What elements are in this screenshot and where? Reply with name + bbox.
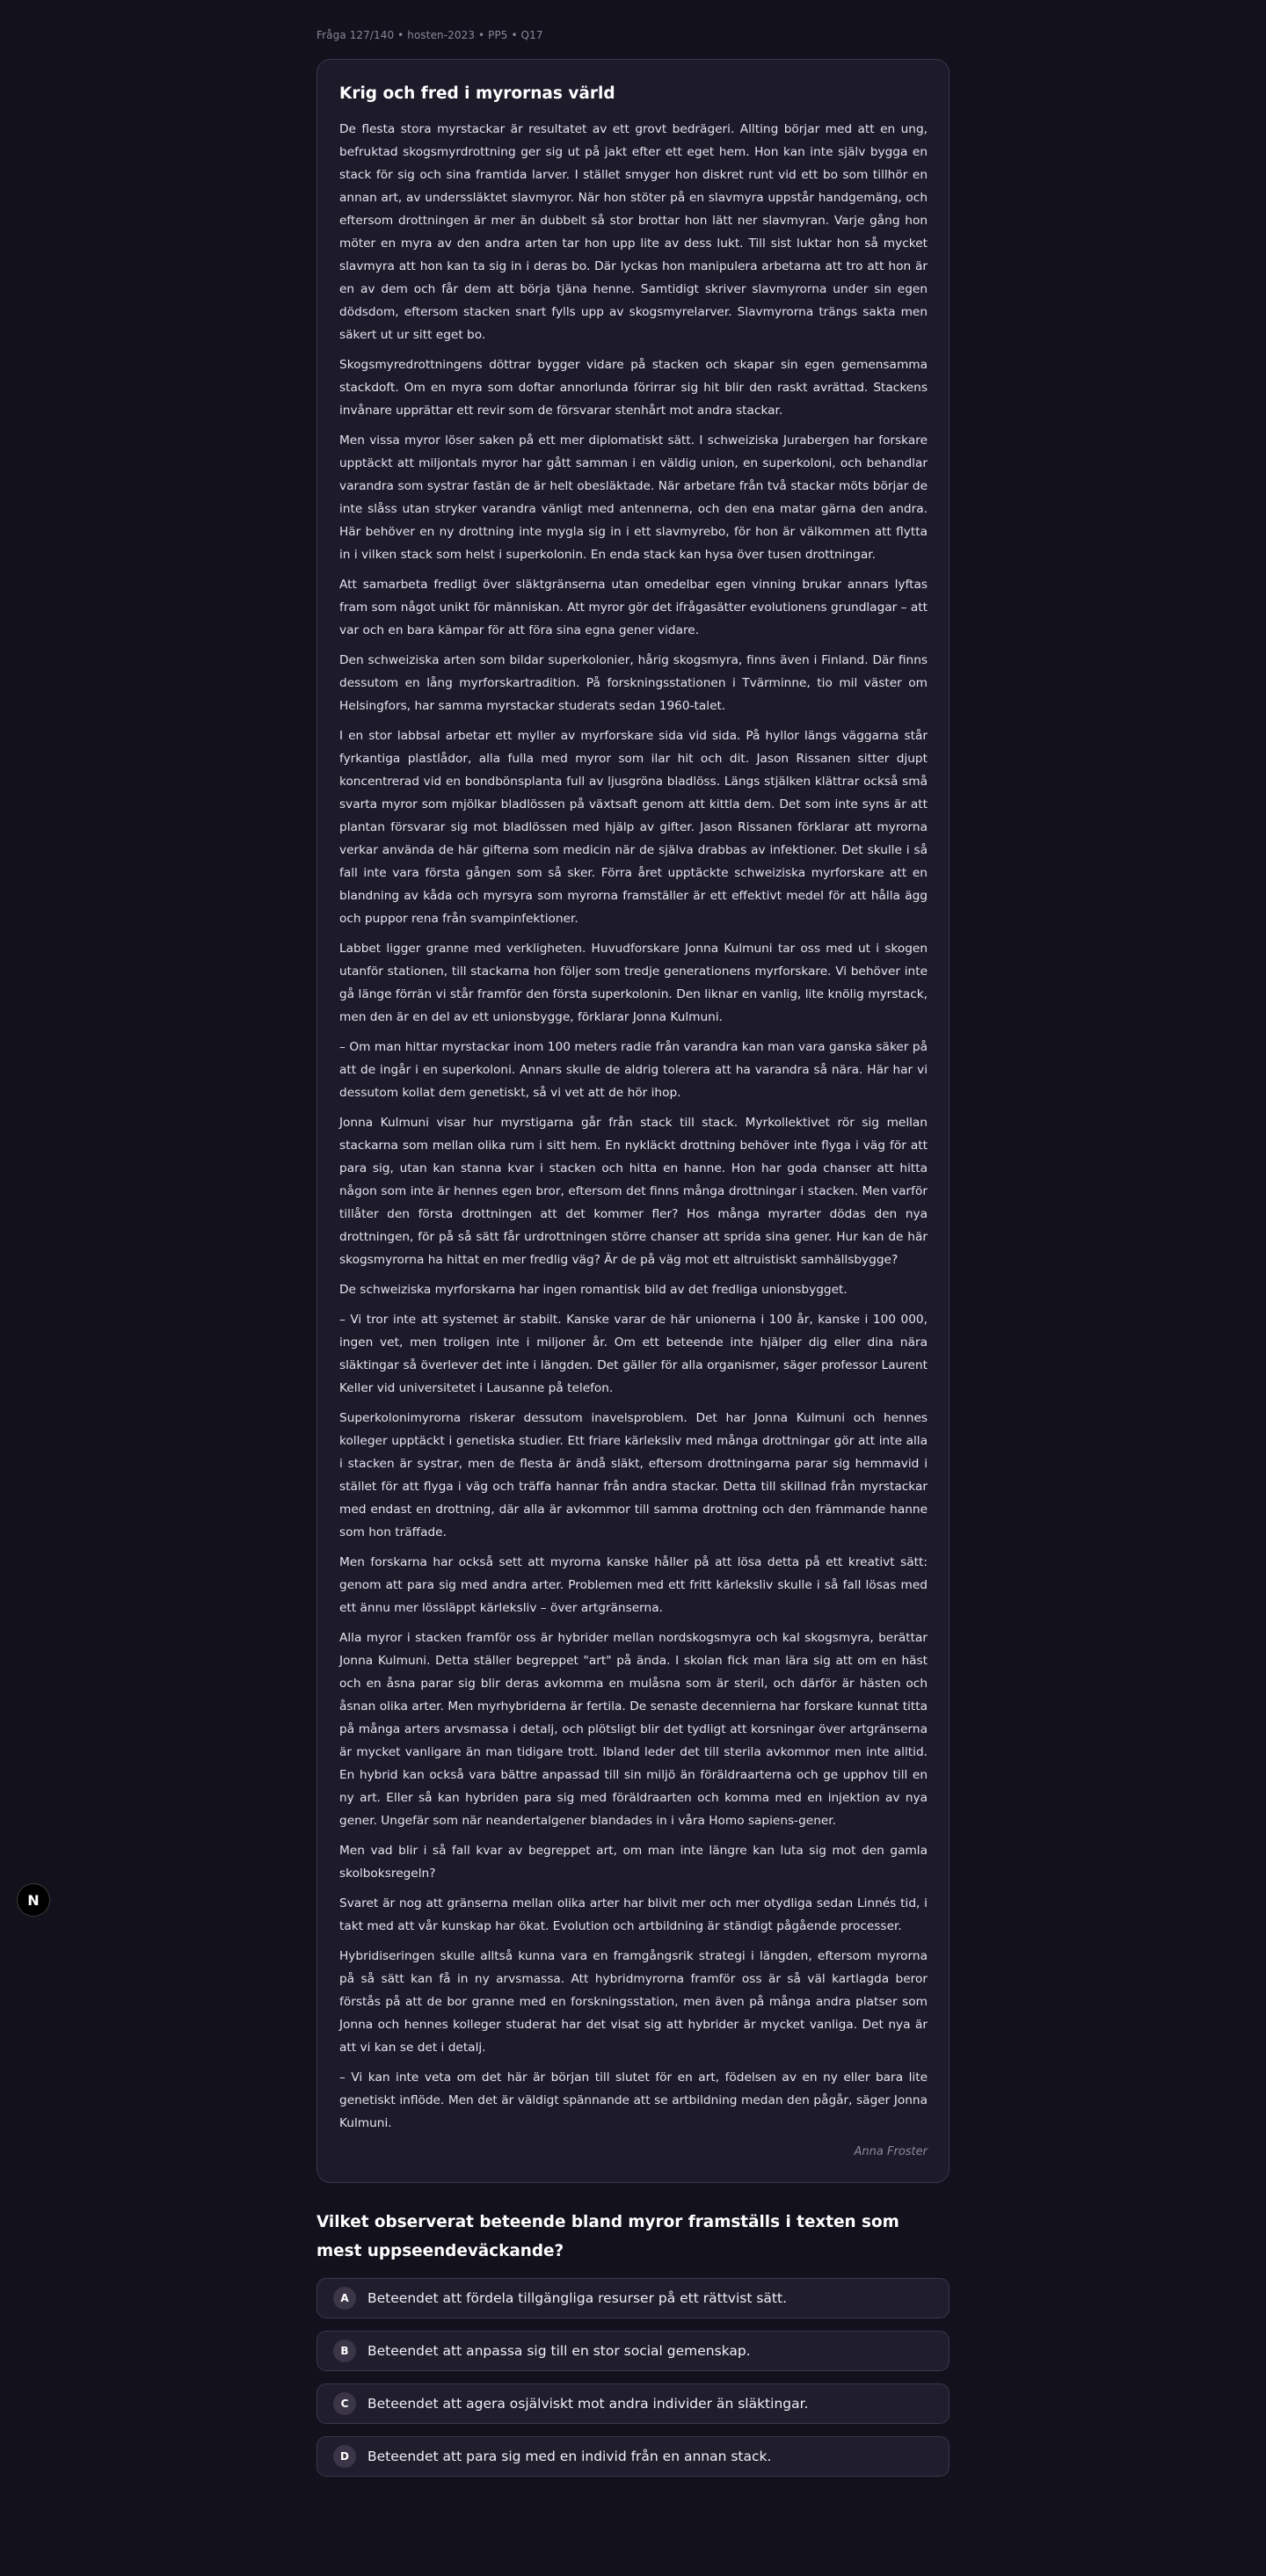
article-author: Anna Froster xyxy=(854,2145,928,2158)
article-paragraph: Jonna Kulmuni visar hur myrstigarna går från stack till stack. Myrkollektivet rör sig mellan stackarna som mellan olika rum i sitt hem. En nykläckt drottning behöver inte flyga i väg för att para sig, utan kan stanna kvar i stacken och hitta en hanne. Hon har goda chanser att hitta någon som inte är hennes egen bror, eftersom det finns många drottningar i stacken. Men varför tillåter den första drottningen att det kommer fler? Hos många myrarter dödas den nya drottningen, för på så sätt får urdrottningen större chanser att sprida sina gener. Hur kan de här skogsmyrorna ha hittat en mer fredlig väg? Är de på väg mot ett altruistiskt samhällsbygge? xyxy=(339,1116,928,1267)
article-paragraph: Att samarbeta fredligt över släktgränserna utan omedelbar egen vinning brukar annars lyftas fram som något unikt för människan. Att myror gör det ifrågasätter evolutionens grundlagar – att var och en bara kämpar för att föra sina egna gener vidare. xyxy=(339,578,928,637)
page-content xyxy=(316,0,950,2477)
option-text: Beteendet att anpassa sig till en stor social gemenskap. xyxy=(367,2343,751,2359)
option-letter: A xyxy=(333,2287,356,2310)
option-d[interactable] xyxy=(316,2436,950,2477)
fab-label: N xyxy=(27,1891,40,1909)
article-paragraph: Superkolonimyrorna riskerar dessutom inavelsproblem. Det har Jonna Kulmuni och hennes kolleger upptäckt i genetiska studier. Ett friare kärleksliv med många drottningar gör att inte alla i stacken är systrar, men de flesta är ändå släkt, eftersom drottningarna parar sig hemmavid i stället för att flyga i väg och träffa hannar från andra stackar. Detta till skillnad från myrstackar med endast en drottning, där alla är avkommor till samma drottning och den främmande hanne som hon träffade. xyxy=(339,1411,928,1539)
article-paragraph: Men forskarna har också sett att myrorna kanske håller på att lösa detta på ett kreativt sätt: genom att para sig med andra arter. Problemen med ett fritt kärleksliv skulle i så fall lösas med ett ännu mer lössläppt kärleksliv – över artgränserna. xyxy=(339,1555,928,1615)
article-paragraph: Men vad blir i så fall kvar av begreppet art, om man inte längre kan luta sig mot den gamla skolboksregeln? xyxy=(339,1844,928,1881)
option-a[interactable] xyxy=(316,2278,950,2318)
article-paragraph: – Om man hittar myrstackar inom 100 meters radie från varandra kan man vara ganska säker på att de ingår i en superkoloni. Annars skulle de aldrig tolerera att ha varandra så nära. Här har vi dessutom kollat dem genetiskt, så vi vet att de hör ihop. xyxy=(339,1040,928,1100)
option-letter: B xyxy=(333,2340,356,2362)
question-meta: Fråga 127/140 • hosten-2023 • PP5 • Q17 xyxy=(316,29,543,41)
article-paragraph: Hybridiseringen skulle alltså kunna vara en framgångsrik strategi i längden, eftersom myrorna på så sätt kan få in ny arvsmassa. Att hybridmyrorna framför oss är så väl kartlagda beror förstås på att de bor granne med en forskningsstation, men även på många andra platser som Jonna och hennes kolleger studerat har det visat sig att hybrider är mycket vanliga. Det nya är att vi kan se det i detalj. xyxy=(339,1949,928,2055)
option-letter: D xyxy=(333,2445,356,2468)
article-card xyxy=(316,59,950,2183)
article-paragraph: Alla myror i stacken framför oss är hybrider mellan nordskogsmyra och kal skogsmyra, berättar Jonna Kulmuni. Detta ställer begreppet "art" på ända. I skolan fick man lära sig att om en häst och en åsna parar sig blir deras avkomma en mulåsna som är steril, och därför är hästen och åsnan olika arter. Men myrhybriderna är fertila. De senaste decennierna har forskare kunnat titta på många arters arvsmassa i detalj, och plötsligt blir det tydligt att korsningar över artgränserna är mycket vanligare än man tidigare trott. Ibland leder det till sterila avkommor men inte alltid. En hybrid kan också vara bättre anpassad till sin miljö än föräldraarterna och ge upphov till en ny art. Eller så kan hybriden para sig med föräldraarten och komma med en injektion av nya gener. Ungefär som när neandertalgener blandades in i våra Homo sapiens-gener. xyxy=(339,1631,928,1828)
article-paragraph: – Vi tror inte att systemet är stabilt. Kanske varar de här unionerna i 100 år, kanske i 100 000, ingen vet, men troligen inte i miljoner år. Om ett beteende inte hjälper dig eller dina nära släktingar så överlever det inte i längden. Det gäller för alla organismer, säger professor Laurent Keller vid universitetet i Lausanne på telefon. xyxy=(339,1313,928,1395)
article-paragraph: Labbet ligger granne med verkligheten. Huvudforskare Jonna Kulmuni tar oss med ut i skogen utanför stationen, till stackarna hon följer som tredje generationens myrforskare. Vi behöver inte gå länge förrän vi står framför den första superkolonin. Den liknar en vanlig, lite knölig myrstack, men den är en del av ett unionsbygge, förklarar Jonna Kulmuni. xyxy=(339,942,928,1024)
option-text: Beteendet att fördela tillgängliga resurser på ett rättvist sätt. xyxy=(367,2290,787,2306)
article-paragraph: De flesta stora myrstackar är resultatet av ett grovt bedrägeri. Allting börjar med att en ung, befruktad skogsmyrdrottning ger sig ut på jakt efter ett eget hem. Hon kan inte själv bygga en stack för sig och sina framtida larver. I stället smyger hon diskret runt vid ett bo som tillhör en annan art, av underssläktet slavmyror. När hon stöter på en slavmyra uppstår handgemäng, och eftersom drottningen är mer än dubbelt så stor brottar hon lätt ner slavmyran. Varje gång hon möter en myra av den andra arten tar hon upp lite av dess lukt. Till sist luktar hon så mycket slavmyra att hon kan ta sig in i deras bo. Där lyckas hon manipulera arbetarna att tro att hon är en av dem och får dem att börja tjäna henne. Samtidigt skriver slavmyrorna under sin egen dödsdom, eftersom stacken snart fylls upp av skogsmyrelarver. Slavmyrorna trängs sakta men säkert ut ur sitt eget bo. xyxy=(339,122,928,342)
article-title: Krig och fred i myrornas värld xyxy=(339,84,615,103)
article-paragraph: – Vi kan inte veta om det här är början till slutet för en art, födelsen av en ny eller bara lite genetiskt inflöde. Men det är väldigt spännande att se artbildning medan den pågår, säger Jonna Kulmuni. xyxy=(339,2070,928,2130)
option-b[interactable] xyxy=(316,2331,950,2371)
answer-options xyxy=(316,2278,950,2477)
article-paragraph: De schweiziska myrforskarna har ingen romantisk bild av det fredliga unionsbygget. xyxy=(339,1283,848,1297)
article-body xyxy=(339,118,928,2135)
option-c[interactable] xyxy=(316,2383,950,2424)
article-paragraph: I en stor labbsal arbetar ett myller av myrforskare sida vid sida. På hyllor längs väggarna står fyrkantiga plastlådor, alla fulla med myror som ilar hit och dit. Jason Rissanen sitter djupt koncentrerad vid en bondbönsplanta full av ljusgröna bladlöss. Längs stjälken klättrar också små svarta myror som mjölkar bladlössen på växtsaft genom att kittla dem. Det som inte syns är att plantan försvarar sig mot bladlössen med hjälp av gifter. Jason Rissanen förklarar att myrorna verkar använda de här gifterna som medicin när de själva drabbas av infektioner. Det skulle i så fall inte vara första gången som så sker. Förra året upptäckte schweiziska myrforskare att en blandning av kåda och myrsyra som myrorna framställer är ett effektivt medel för att hålla ägg och puppor rena från svampinfektioner. xyxy=(339,729,928,926)
option-letter: C xyxy=(333,2392,356,2415)
article-paragraph: Skogsmyredrottningens döttrar bygger vidare på stacken och skapar sin egen gemensamma stackdoft. Om en myra som doftar annorlunda förirrar sig hit blir den raskt avrättad. Stackens invånare upprättar ett revir som de försvarar stenhårt mot andra stackar. xyxy=(339,358,928,418)
option-text: Beteendet att agera osjälviskt mot andra individer än släktingar. xyxy=(367,2396,809,2412)
article-paragraph: Svaret är nog att gränserna mellan olika arter har blivit mer och mer otydliga sedan Linnés tid, i takt med att vår kunskap har ökat. Evolution och artbildning är ständigt pågående processer. xyxy=(339,1896,928,1933)
question-text: Vilket observerat beteende bland myror framställs i texten som mest uppseendeväckande? xyxy=(316,2213,899,2260)
article-paragraph: Men vissa myror löser saken på ett mer diplomatiskt sätt. I schweiziska Jurabergen har forskare upptäckt att miljontals myror har gått samman i en väldig union, en superkoloni, och behandlar varandra som systrar fastän de är helt obesläktade. När arbetare från två stackar möts börjar de inte slåss utan stryker varandra vänligt med antennerna, och den ena matar gärna den andra. Här behöver en ny drottning inte mygla sig in i ett slavmyrebo, för hon är välkommen att flytta in i vilken stack som helst i superkolonin. En enda stack kan hysa över tusen drottningar. xyxy=(339,433,928,562)
article-paragraph: Den schweiziska arten som bildar superkolonier, hårig skogsmyra, finns även i Finland. Där finns dessutom en lång myrforskartradition. På forskningsstationen i Tvärminne, tio mil väster om Helsingfors, har samma myrstackar studerats sedan 1960-talet. xyxy=(339,653,928,713)
option-text: Beteendet att para sig med en individ från en annan stack. xyxy=(367,2449,772,2464)
nextjs-logo-icon[interactable] xyxy=(17,1883,50,1917)
